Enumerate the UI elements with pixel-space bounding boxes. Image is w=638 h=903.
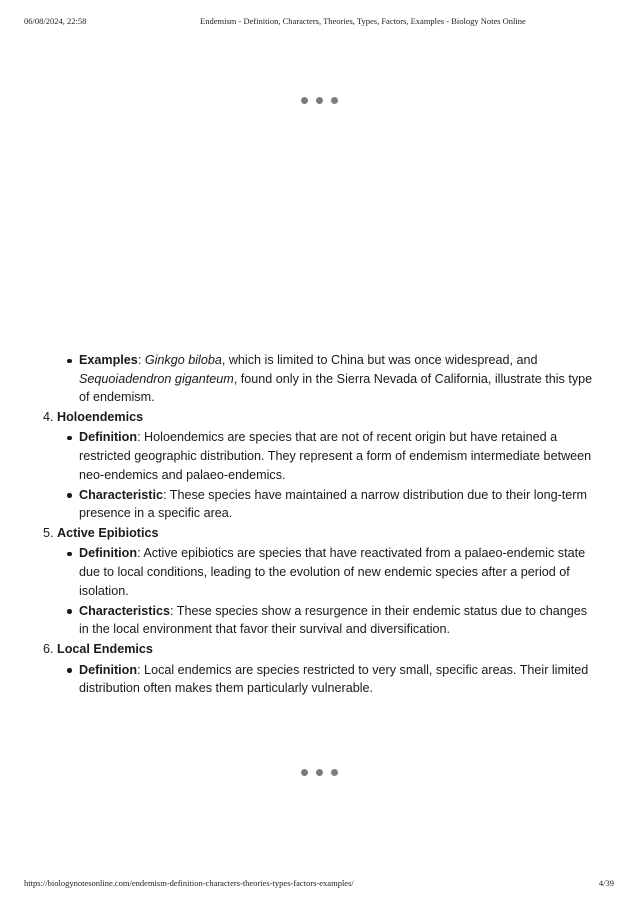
section-list-holoendemics: [40, 428, 600, 522]
species-name: Sequoiadendron giganteum: [79, 371, 234, 386]
section-list-local-endemics: [40, 661, 600, 698]
loading-dot-icon: [301, 97, 308, 104]
print-datetime: 06/08/2024, 22:58: [24, 16, 87, 26]
section-heading-holoendemics: 4. Holoendemics: [43, 410, 144, 425]
species-name: Ginkgo biloba: [144, 353, 222, 367]
item-label: Characteristics: [79, 603, 171, 618]
print-page-title: Endemism - Definition, Characters, Theories, Types, Factors, Examples - Biology Notes Online: [200, 16, 526, 26]
print-footer: [24, 878, 614, 890]
loading-dot-icon: [331, 97, 338, 104]
list-item: Definition: Active epibiotics are species that have reactivated from a palaeo-endemic state due to local conditions, leading to the evolution of new endemic species after a period of isolation.: [79, 544, 600, 600]
section-list-active-epibiotics: [40, 544, 600, 638]
item-label: Characteristic: [79, 487, 163, 502]
loading-dot-icon: [316, 769, 323, 776]
list-item: Definition: Local endemics are species restricted to very small, specific areas. Their limited distribution often makes them particularly vulnerable.: [79, 661, 600, 698]
section-heading-active-epibiotics: 5. Active Epibiotics: [43, 526, 159, 541]
page-number: 4/39: [598, 878, 614, 888]
item-label: Definition: [79, 430, 138, 445]
print-url: https://biologynotesonline.com/endemism-definition-characters-theories-types-factors-examples/: [24, 878, 354, 888]
loading-dot-icon: [316, 97, 323, 104]
list-item: Definition: Holoendemics are species that are not of recent origin but have retained a restricted geographic distribution. They represent a form of endemism intermediate between neo-endemics and palaeo-endemics.: [79, 428, 600, 484]
examples-list: [40, 351, 600, 407]
loading-dot-icon: [331, 769, 338, 776]
item-label: Examples: [79, 353, 138, 367]
print-header: [24, 16, 614, 28]
ad-placeholder-bottom: [0, 769, 638, 777]
loading-dot-icon: [301, 769, 308, 776]
list-item: Characteristics: These species show a resurgence in their endemic status due to changes in the local environment that favor their survival and diversification.: [79, 602, 600, 639]
list-item-examples: Examples: Ginkgo biloba, which is limited to China but was once widespread, and Sequoiadendron giganteum, found only in the Sierra Nevada of California, illustrate this type of endemism.: [79, 351, 600, 407]
article-content: [40, 351, 600, 699]
item-label: Definition: [79, 662, 138, 677]
ad-placeholder-top: [0, 97, 638, 105]
list-item: Characteristic: These species have maintained a narrow distribution due to their long-term presence in a specific area.: [79, 486, 600, 523]
section-heading-local-endemics: 6. Local Endemics: [43, 642, 153, 657]
item-label: Definition: [79, 546, 138, 561]
